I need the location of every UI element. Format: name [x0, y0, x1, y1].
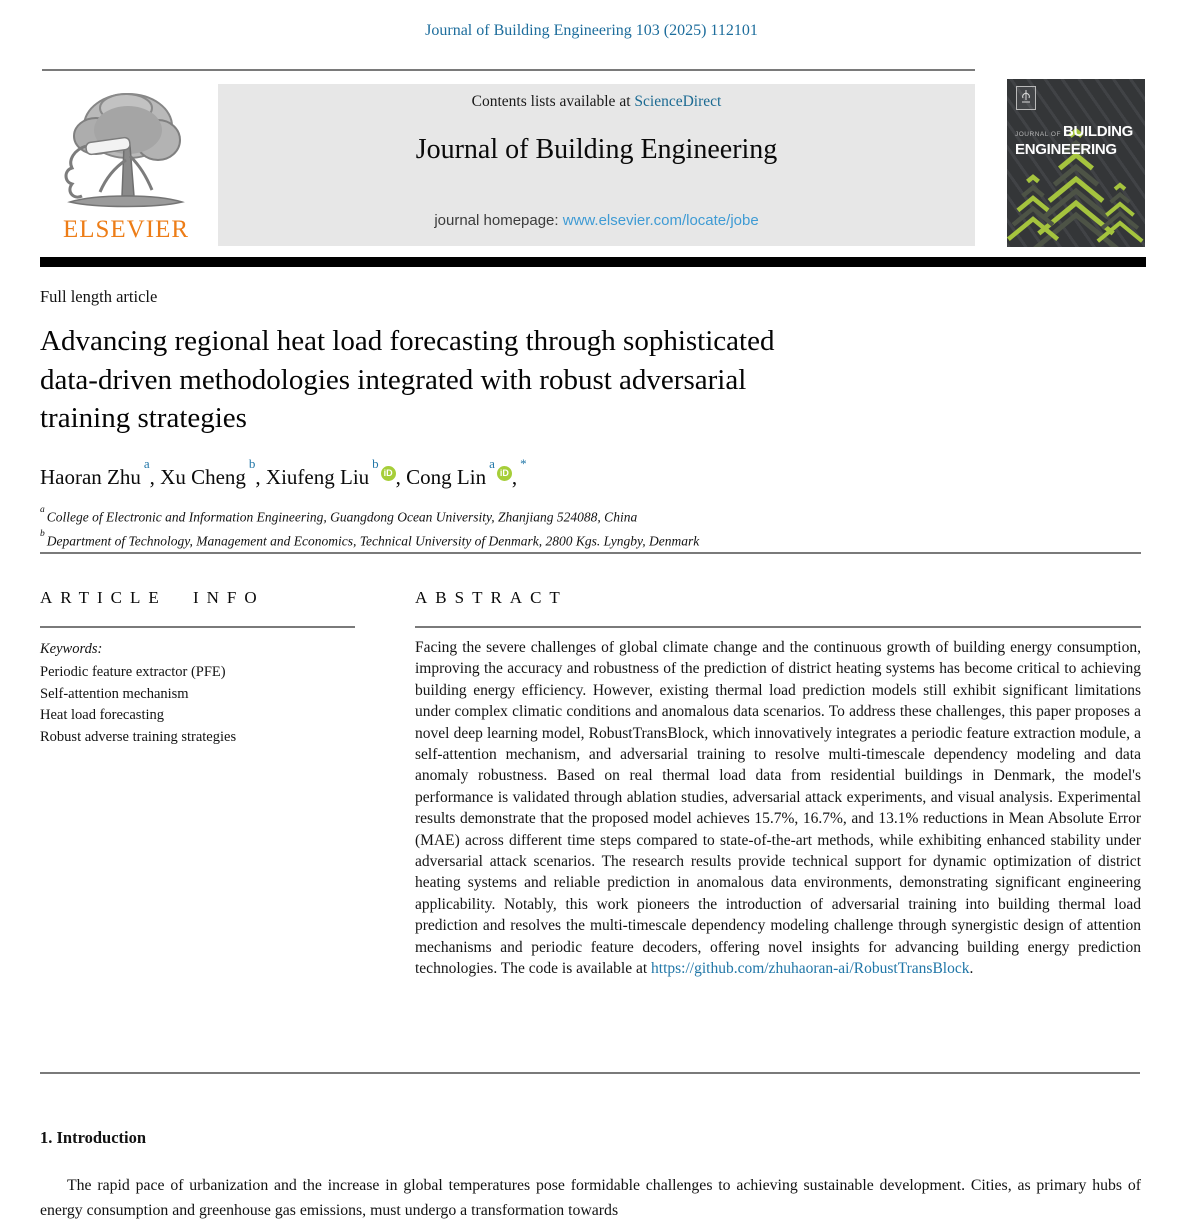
author-name: Cong Lin [406, 465, 487, 489]
author-affiliation-sup: b [248, 456, 256, 471]
author-affiliation-sup: a [489, 456, 495, 471]
article-info-rule [40, 626, 355, 628]
article-title-line2: data-driven methodologies integrated with robust adversarial [40, 363, 747, 396]
abstract-rule [415, 626, 1141, 628]
orcid-icon[interactable]: iD [381, 466, 396, 481]
abstract-body-divider [40, 1072, 1140, 1074]
corresponding-author-mark: * [520, 456, 527, 471]
keyword-item: Self-attention mechanism [40, 685, 189, 702]
keywords-list [40, 662, 236, 748]
sciencedirect-link[interactable]: ScienceDirect [634, 93, 722, 110]
homepage-prefix: journal homepage: [434, 212, 563, 229]
article-info-heading: ARTICLE INFO [40, 588, 265, 607]
header-body-divider [40, 552, 1141, 554]
author-affiliation-sup: a [143, 456, 150, 471]
introduction-paragraph: The rapid pace of urbanization and the increase in global temperatures pose formidable challenges to achieving sustainable development. Cities, as primary hubs of energy consumption and greenhouse gas emissions, must undergo a transformation towards [40, 1177, 1141, 1219]
abstract-section [415, 588, 1141, 608]
cover-building: BUILDING [1062, 123, 1134, 140]
article-title [40, 322, 970, 438]
elsevier-logo-block [40, 84, 212, 246]
keywords-label: Keywords: [40, 641, 103, 657]
keyword-item: Robust adverse training strategies [40, 728, 237, 745]
homepage-line [218, 212, 975, 229]
keyword-item: Heat load forecasting [40, 707, 165, 723]
cover-engineering: ENGINEERING [1015, 141, 1117, 158]
orcid-icon[interactable]: iD [497, 466, 512, 481]
abstract-heading: ABSTRACT [415, 588, 568, 607]
article-title-line3: training strategies [40, 402, 247, 434]
masthead-divider-bar [40, 257, 1146, 267]
cover-journal-of: JOURNAL OF [1015, 131, 1061, 138]
affiliations [40, 504, 699, 552]
cover-title [1015, 124, 1141, 157]
journal-cover-thumbnail[interactable] [1007, 79, 1145, 247]
homepage-link[interactable]: www.elsevier.com/locate/jobe [562, 212, 759, 229]
code-repository-link[interactable]: https://github.com/zhuhaoran-ai/RobustTransBlock [651, 960, 970, 978]
section-heading-introduction: 1. Introduction [40, 1128, 147, 1147]
author-name: Xu Cheng [160, 465, 246, 489]
affiliation-a: $^a$ College of Electronic and Information Engineering, Guangdong Ocean University, Zhanjiang 524088, China [40, 505, 638, 525]
masthead-banner [218, 84, 975, 246]
journal-title: Journal of Building Engineering [415, 134, 778, 165]
elsevier-tree-logo [56, 84, 196, 218]
contents-prefix: Contents lists available at [471, 93, 635, 110]
elsevier-wordmark: ELSEVIER [62, 216, 190, 243]
cover-elsevier-mark-icon [1016, 86, 1036, 110]
author-name: Haoran Zhu [40, 465, 141, 489]
author-list: Haoran Zhu$^a$, Xu Cheng$^b$, Xiufeng Liu$^b$iD , Cong Lin$^a$iD ,* [40, 456, 527, 489]
journal-citation: Journal of Building Engineering 103 (2025) 112101 [425, 22, 758, 39]
keyword-item: Periodic feature extractor (PFE) [40, 664, 226, 680]
contents-line [218, 93, 975, 111]
abstract-paragraph: Facing the severe challenges of global climate change and the continuous growth of building energy consumption, improving the accuracy and robustness of the prediction of district heating systems has become critical to achieving building energy efficiency. However, existing thermal load prediction models still exhibit significant limitations under complex climatic conditions and anomalous data scenarios. To address these challenges, this paper proposes a novel deep learning model, RobustTransBlock, which innovatively integrates a periodic feature extraction module, a self-attention mechanism, and adversarial training to resolve multi-timescale dependency modeling and data anomaly robustness. Based on real thermal load data from residential buildings in Denmark, the model's performance is validated through ablation studies, adversarial attack experiments, and visual analysis. Experimental results demonstrate that the proposed model achieves 15.7%, 16.7%, and 13.1% reductions in Mean Absolute Error (MAE) across different time steps compared to state-of-the-art methods, while exhibiting enhanced stability under adversarial attack scenarios. The research results provide technical support for dynamic optimization of district heating systems and reliable prediction in anomalous data environments, demonstrating significant engineering applicability. Notably, this work pioneers the introduction of adversarial training into building thermal load prediction and resolves the multi-timescale dependency modeling challenge through synergistic design of attention mechanisms and periodic feature decoders, offering novel insights for advancing building energy prediction technologies. The code is available at [415, 639, 1145, 978]
article-type-label: Full length article [40, 287, 158, 306]
article-info-section [40, 588, 390, 608]
top-rule [42, 69, 975, 71]
affiliation-b: $^b$ Department of Technology, Management and Economics, Technical University of Denmark, 2800 Kgs. Lyngby, Denmark [40, 529, 700, 549]
article-title-line1: Advancing regional heat load forecasting through sophisticated [40, 325, 775, 357]
author-affiliation-sup: b [372, 456, 379, 471]
abstract-text: Facing the severe challenges of global climate change and the continuous growth of building energy consumption, improving the accuracy and robustness of the prediction of district heating systems has become critical to achieving building energy efficiency. However, existing thermal load prediction models still exhibit significant limitations under complex climatic conditions and anomalous data scenarios. To address these challenges, this paper proposes a novel deep learning model, RobustTransBlock, which innovatively integrates a periodic feature extraction module, a self-attention mechanism, and adversarial training to resolve multi-timescale dependency modeling and data anomaly robustness. Based on real thermal load data from residential buildings in Denmark, the model's performance is validated through ablation studies, adversarial attack experiments, and visual analysis. Experimental results demonstrate that the proposed model achieves 15.7%, 16.7%, and 13.1% reductions in Mean Absolute Error (MAE) across different time steps compared to state-of-the-art methods, while exhibiting enhanced stability under adversarial attack scenarios. The research results provide technical support for dynamic optimization of district heating systems and reliable prediction in anomalous data environments, demonstrating significant engineering applicability. Notably, this work pioneers the introduction of adversarial training into building thermal load prediction and resolves the multi-timescale dependency modeling challenge through synergistic design of attention mechanisms and periodic feature decoders, offering novel insights for advancing building energy prediction technologies. The code is available at https://github.com/zhuhaoran-ai/RobustTransBlock. [415, 639, 1145, 978]
author-name: Xiufeng Liu [265, 465, 370, 489]
